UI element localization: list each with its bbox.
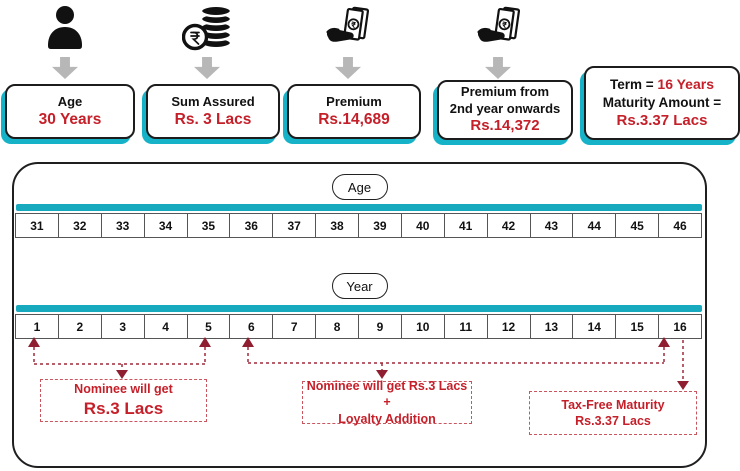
year-cell: 12: [488, 315, 531, 338]
age-cell: 32: [59, 214, 102, 237]
age-cell: 42: [488, 214, 531, 237]
age-cell: 33: [102, 214, 145, 237]
age-cell: 37: [273, 214, 316, 237]
cash-in-hand-icon: [475, 4, 523, 52]
down-arrow-icon: [335, 57, 361, 79]
term-maturity-card: [584, 66, 740, 140]
year-cell: 7: [273, 315, 316, 338]
sum-assured-value: Rs. 3 Lacs: [174, 110, 252, 128]
renewal-premium-title-line2: 2nd year onwards: [449, 100, 561, 116]
age-cell: 40: [402, 214, 445, 237]
year-cell: 10: [402, 315, 445, 338]
age-cell: 46: [673, 218, 687, 233]
renewal-premium-value: Rs.14,372: [470, 116, 540, 134]
year-cells-row: [15, 314, 702, 339]
nominee-loyalty-line1: Nominee will get Rs.3 Lacs +: [306, 379, 468, 410]
age-card-value: 30 Years: [38, 110, 102, 128]
cash-in-hand-icon: [324, 4, 372, 52]
age-cells-row: [15, 213, 702, 238]
year-cell: 9: [359, 315, 402, 338]
tax-free-maturity-line1: Tax-Free Maturity: [561, 397, 665, 412]
nominee-benefit-line2: Rs.3 Lacs: [83, 398, 164, 418]
year-cell: 13: [531, 315, 574, 338]
year-cell: 6: [230, 315, 273, 338]
age-cell: 39: [359, 214, 402, 237]
term-label: Term =: [610, 77, 658, 93]
tax-free-maturity-line2: Rs.3.37 Lacs: [575, 414, 651, 428]
tax-free-maturity-note: [529, 391, 697, 435]
down-arrow-icon: [52, 57, 78, 79]
nominee-loyalty-line2: Loyalty Addition: [338, 411, 436, 426]
year-cell: 11: [445, 315, 488, 338]
age-card: [5, 84, 135, 139]
age-cell: 38: [316, 214, 359, 237]
year-axis-bar: [16, 305, 702, 312]
year-cell: 16: [673, 319, 687, 334]
age-cell: 31: [16, 214, 59, 237]
age-cell: 34: [145, 214, 188, 237]
down-arrow-icon: [194, 57, 220, 79]
age-cell: 41: [445, 214, 488, 237]
year-cell: 3: [102, 315, 145, 338]
age-cell: 45: [616, 214, 659, 237]
rupee-coins-icon: [182, 4, 234, 52]
renewal-premium-card: [437, 80, 573, 140]
nominee-loyalty-note: [302, 381, 472, 424]
down-arrow-icon: [485, 57, 511, 79]
premium-card: [287, 84, 421, 139]
year-cell: 14: [573, 315, 616, 338]
year-cell: 8: [316, 315, 359, 338]
age-cell: 44: [573, 214, 616, 237]
year-cell: 2: [59, 315, 102, 338]
person-icon: [41, 4, 89, 52]
year-cell: 15: [616, 315, 659, 338]
renewal-premium-title-line1: Premium from: [460, 84, 550, 100]
age-axis-label: Age: [332, 174, 388, 200]
year-cell: 1: [16, 315, 59, 338]
maturity-label: Maturity Amount =: [602, 95, 722, 111]
age-axis-bar: [16, 204, 702, 211]
age-cell: 36: [230, 214, 273, 237]
sum-assured-title: Sum Assured: [171, 93, 255, 109]
age-cell: 43: [531, 214, 574, 237]
premium-value: Rs.14,689: [318, 110, 390, 128]
term-value: 16 Years: [657, 76, 714, 93]
term-line: [610, 75, 714, 95]
nominee-benefit-line1: Nominee will get: [74, 382, 173, 397]
age-card-title: Age: [57, 93, 83, 109]
premium-title: Premium: [326, 93, 382, 109]
year-axis-label: Year: [332, 273, 388, 299]
age-cell: 35: [188, 214, 231, 237]
maturity-value: Rs.3.37 Lacs: [616, 112, 708, 130]
year-cell: 4: [145, 315, 188, 338]
nominee-benefit-note: [40, 379, 207, 422]
sum-assured-card: [146, 84, 280, 139]
year-cell: 5: [188, 315, 231, 338]
